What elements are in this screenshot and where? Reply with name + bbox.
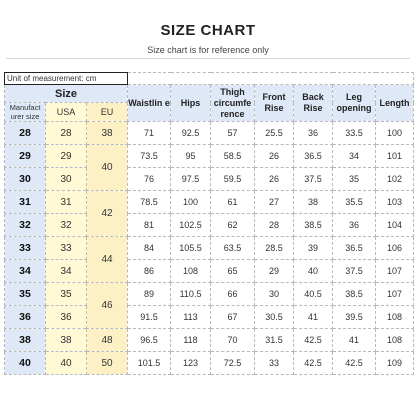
thigh-circumference-cell: 59.5 <box>211 168 255 191</box>
table-row <box>5 283 414 306</box>
thigh-circumference-cell: 67 <box>211 306 255 329</box>
length-cell: 108 <box>376 329 414 352</box>
back-rise-cell: 42.5 <box>294 352 333 375</box>
header-leg-opening: Leg opening <box>333 85 376 122</box>
front-rise-cell: 25.5 <box>255 122 294 145</box>
usa-size-cell: 33 <box>46 237 87 260</box>
usa-size-cell: 36 <box>46 306 87 329</box>
hips-cell: 118 <box>171 329 211 352</box>
thigh-circumference-cell: 62 <box>211 214 255 237</box>
eu-size-cell: 38 <box>87 122 128 145</box>
leg-opening-cell: 35 <box>333 168 376 191</box>
front-rise-cell: 30 <box>255 283 294 306</box>
manufacturer-size-cell: 28 <box>5 122 46 145</box>
table-row <box>5 306 414 329</box>
leg-opening-cell: 37.5 <box>333 260 376 283</box>
table-row <box>5 352 414 375</box>
front-rise-cell: 26 <box>255 168 294 191</box>
hips-cell: 100 <box>171 191 211 214</box>
table-row <box>5 168 414 191</box>
front-rise-cell: 28.5 <box>255 237 294 260</box>
header-thigh-circumference: Thigh circumfe rence <box>211 85 255 122</box>
manufacturer-size-cell: 31 <box>5 191 46 214</box>
back-rise-cell: 38 <box>294 191 333 214</box>
size-chart-table <box>4 72 414 375</box>
length-cell: 109 <box>376 352 414 375</box>
hips-cell: 97.5 <box>171 168 211 191</box>
front-rise-cell: 29 <box>255 260 294 283</box>
back-rise-cell: 36 <box>294 122 333 145</box>
table-row <box>5 191 414 214</box>
thigh-circumference-cell: 66 <box>211 283 255 306</box>
eu-size-cell: 42 <box>87 191 128 237</box>
length-cell: 108 <box>376 306 414 329</box>
waistline-cell: 73.5 <box>128 145 171 168</box>
waistline-cell: 86 <box>128 260 171 283</box>
back-rise-cell: 41 <box>294 306 333 329</box>
waistline-cell: 76 <box>128 168 171 191</box>
back-rise-cell: 40 <box>294 260 333 283</box>
front-rise-cell: 33 <box>255 352 294 375</box>
back-rise-cell: 36.5 <box>294 145 333 168</box>
manufacturer-size-cell: 33 <box>5 237 46 260</box>
thigh-circumference-cell: 63.5 <box>211 237 255 260</box>
table-row <box>5 145 414 168</box>
table-row <box>5 237 414 260</box>
manufacturer-size-cell: 35 <box>5 283 46 306</box>
thigh-circumference-cell: 72.5 <box>211 352 255 375</box>
waistline-cell: 101.5 <box>128 352 171 375</box>
leg-opening-cell: 35.5 <box>333 191 376 214</box>
header-eu: EU <box>87 103 128 122</box>
hips-cell: 110.5 <box>171 283 211 306</box>
thigh-circumference-cell: 65 <box>211 260 255 283</box>
front-rise-cell: 28 <box>255 214 294 237</box>
eu-size-cell: 46 <box>87 283 128 329</box>
front-rise-cell: 27 <box>255 191 294 214</box>
leg-opening-cell: 42.5 <box>333 352 376 375</box>
header-back-rise: Back Rise <box>294 85 333 122</box>
leg-opening-cell: 41 <box>333 329 376 352</box>
waistline-cell: 78.5 <box>128 191 171 214</box>
length-cell: 104 <box>376 214 414 237</box>
thigh-circumference-cell: 57 <box>211 122 255 145</box>
front-rise-cell: 31.5 <box>255 329 294 352</box>
waistline-cell: 89 <box>128 283 171 306</box>
leg-opening-cell: 39.5 <box>333 306 376 329</box>
hips-cell: 102.5 <box>171 214 211 237</box>
eu-size-cell: 48 <box>87 329 128 352</box>
waistline-cell: 84 <box>128 237 171 260</box>
hips-cell: 95 <box>171 145 211 168</box>
usa-size-cell: 32 <box>46 214 87 237</box>
length-cell: 102 <box>376 168 414 191</box>
waistline-cell: 96.5 <box>128 329 171 352</box>
front-rise-cell: 30.5 <box>255 306 294 329</box>
front-rise-cell: 26 <box>255 145 294 168</box>
back-rise-cell: 38.5 <box>294 214 333 237</box>
table-row <box>5 260 414 283</box>
waistline-cell: 71 <box>128 122 171 145</box>
leg-opening-cell: 38.5 <box>333 283 376 306</box>
length-cell: 100 <box>376 122 414 145</box>
hips-cell: 123 <box>171 352 211 375</box>
manufacturer-size-cell: 30 <box>5 168 46 191</box>
waistline-cell: 91.5 <box>128 306 171 329</box>
manufacturer-size-cell: 38 <box>5 329 46 352</box>
hips-cell: 105.5 <box>171 237 211 260</box>
table-row <box>5 122 414 145</box>
header-hips: Hips <box>171 85 211 122</box>
table-row <box>5 329 414 352</box>
usa-size-cell: 29 <box>46 145 87 168</box>
length-cell: 101 <box>376 145 414 168</box>
leg-opening-cell: 34 <box>333 145 376 168</box>
back-rise-cell: 40.5 <box>294 283 333 306</box>
length-cell: 106 <box>376 237 414 260</box>
usa-size-cell: 35 <box>46 283 87 306</box>
eu-size-cell: 40 <box>87 145 128 191</box>
usa-size-cell: 28 <box>46 122 87 145</box>
usa-size-cell: 34 <box>46 260 87 283</box>
manufacturer-size-cell: 36 <box>5 306 46 329</box>
thigh-circumference-cell: 58.5 <box>211 145 255 168</box>
thigh-circumference-cell: 70 <box>211 329 255 352</box>
header-manufacturer-size: Manufact urer size <box>5 103 46 122</box>
leg-opening-cell: 36.5 <box>333 237 376 260</box>
eu-size-cell: 44 <box>87 237 128 283</box>
size-chart-body <box>5 122 414 375</box>
header-waistline: Waistlin e <box>128 85 171 122</box>
manufacturer-size-cell: 32 <box>5 214 46 237</box>
manufacturer-size-cell: 29 <box>5 145 46 168</box>
hips-cell: 92.5 <box>171 122 211 145</box>
usa-size-cell: 38 <box>46 329 87 352</box>
leg-opening-cell: 33.5 <box>333 122 376 145</box>
subtitle-divider <box>6 58 410 59</box>
hips-cell: 113 <box>171 306 211 329</box>
page-subtitle: Size chart is for reference only <box>147 45 269 55</box>
header-length: Length <box>376 85 414 122</box>
header-front-rise: Front Rise <box>255 85 294 122</box>
eu-size-cell: 50 <box>87 352 128 375</box>
manufacturer-size-cell: 34 <box>5 260 46 283</box>
usa-size-cell: 31 <box>46 191 87 214</box>
waistline-cell: 81 <box>128 214 171 237</box>
unit-note: Unit of measurement: cm <box>5 73 128 85</box>
usa-size-cell: 30 <box>46 168 87 191</box>
usa-size-cell: 40 <box>46 352 87 375</box>
length-cell: 107 <box>376 283 414 306</box>
thigh-circumference-cell: 61 <box>211 191 255 214</box>
back-rise-cell: 37.5 <box>294 168 333 191</box>
leg-opening-cell: 36 <box>333 214 376 237</box>
table-row <box>5 214 414 237</box>
back-rise-cell: 42.5 <box>294 329 333 352</box>
back-rise-cell: 39 <box>294 237 333 260</box>
manufacturer-size-cell: 40 <box>5 352 46 375</box>
header-usa: USA <box>46 103 87 122</box>
unit-row-spacer <box>128 73 414 85</box>
page-title: SIZE CHART <box>160 22 256 39</box>
length-cell: 107 <box>376 260 414 283</box>
hips-cell: 108 <box>171 260 211 283</box>
size-group-header: Size <box>5 85 128 103</box>
length-cell: 103 <box>376 191 414 214</box>
